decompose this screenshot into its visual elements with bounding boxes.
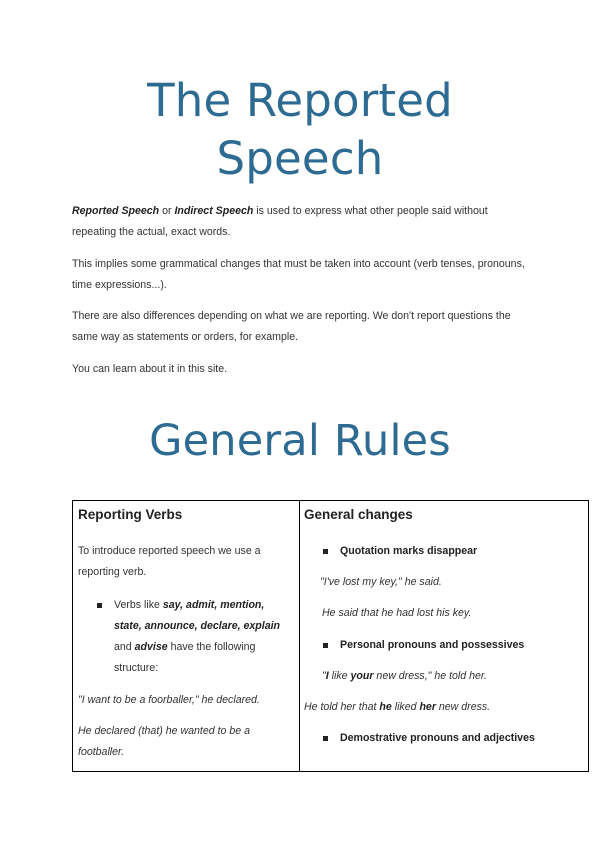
example-pronoun-direct-rest: new dress," he told her. — [373, 670, 487, 682]
reporting-verbs-intro: To introduce reported speech we use a reporting verb. — [78, 545, 261, 578]
example-pronoun-reported — [304, 697, 490, 718]
change-bullet-3 — [323, 728, 535, 749]
pronoun-her: her — [419, 701, 436, 713]
change-bullet-2 — [323, 635, 524, 656]
bullet-and: and — [114, 641, 132, 653]
intro-paragraph-1 — [72, 201, 532, 243]
bullet-post: have the following structure: — [114, 641, 256, 674]
reporting-verbs-bullet — [97, 595, 292, 679]
intro-paragraph-3: There are also differences depending on what we are reporting. We don't report questions the same way as statements or orders, for example. — [72, 310, 511, 343]
word-liked: liked — [391, 701, 420, 713]
example-pronoun-direct — [322, 666, 487, 687]
word-like: like — [328, 670, 351, 682]
example-direct: "I want to be a foorballer," he declared. — [78, 694, 260, 706]
pronoun-your: your — [350, 670, 374, 682]
bullet-verb-last: advise — [134, 641, 168, 653]
example-quote-reported: He said that he had lost his key. — [322, 607, 472, 619]
example-quote-direct: "I've lost my key," he said. — [320, 576, 442, 588]
example-reported: He declared (that) he wanted to be a footballer. — [78, 725, 250, 758]
bullet-pre: Verbs like — [114, 599, 160, 611]
bullet-verbs: say, admit, mention, state, announce, declare, explain — [114, 599, 281, 632]
pronoun-he: he — [379, 701, 392, 713]
term-indirect-speech: Indirect Speech — [174, 205, 254, 217]
reporting-verbs-header: Reporting Verbs — [78, 507, 183, 522]
bullet-square-icon — [323, 643, 328, 648]
reporting-verbs-bullet-text — [114, 595, 292, 679]
change-bullet-1-text: Quotation marks disappear — [340, 545, 478, 557]
change-bullet-2-text: Personal pronouns and possessives — [340, 639, 525, 651]
intro-paragraph-2: This implies some grammatical changes that must be taken into account (verb tenses, pronouns, time expressions...). — [72, 258, 525, 291]
reporting-verbs-column — [73, 501, 300, 771]
intro-paragraph-4: You can learn about it in this site. — [72, 363, 228, 375]
example-pronoun-reported-rest: new dress. — [435, 701, 491, 713]
change-bullet-1 — [323, 541, 477, 562]
general-changes-column — [300, 501, 588, 771]
change-bullet-3-text: Demostrative pronouns and adjectives — [340, 732, 535, 744]
title-line-1: The Reported — [147, 74, 453, 127]
pronoun-i: I — [325, 670, 329, 682]
intro-paragraph-1-rest: is used to express what other people said without repeating the actual, exact words. — [72, 205, 488, 238]
word-or: or — [162, 205, 172, 217]
general-changes-header: General changes — [304, 507, 413, 522]
section-title: General Rules — [149, 416, 451, 466]
title-line-2: Speech — [216, 132, 384, 185]
term-reported-speech: Reported Speech — [72, 205, 160, 217]
bullet-square-icon — [97, 603, 102, 608]
quote-mark: " — [322, 670, 326, 682]
bullet-square-icon — [323, 736, 328, 741]
rules-table — [72, 500, 589, 772]
bullet-square-icon — [323, 549, 328, 554]
example-pronoun-reported-pre: He told her that — [304, 701, 380, 713]
